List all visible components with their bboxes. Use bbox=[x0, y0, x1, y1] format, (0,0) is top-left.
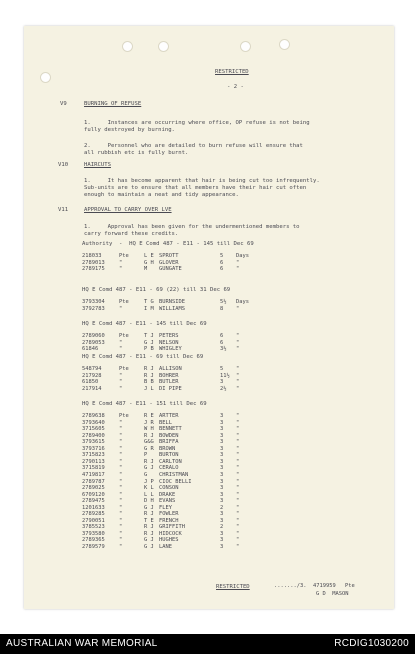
unit: Days bbox=[236, 253, 249, 259]
unit: Days bbox=[236, 299, 249, 305]
surname: DRAKE bbox=[159, 491, 176, 498]
archive-reference: RCDIG1030200 bbox=[334, 638, 409, 649]
rank: Pte bbox=[119, 333, 129, 339]
document-page bbox=[24, 26, 394, 609]
rank: " bbox=[119, 458, 123, 465]
days: 3 bbox=[220, 413, 224, 419]
surname: HUGHES bbox=[159, 537, 179, 544]
initials: B B bbox=[144, 379, 154, 386]
rank: " bbox=[119, 432, 123, 439]
rank: " bbox=[119, 471, 123, 478]
surname: BRIFFA bbox=[159, 439, 179, 446]
unit: " bbox=[236, 530, 240, 537]
rank: " bbox=[119, 372, 123, 379]
initials: R J bbox=[144, 458, 154, 465]
surname: FRENCH bbox=[159, 517, 179, 524]
service-number: 218033 bbox=[82, 253, 102, 259]
days: 3 bbox=[220, 530, 224, 537]
paragraph: 1. It has become apparent that hair is being cut too infrequently. Sub-units are to ensure that all members have their hair cut often enough to maintain a neat and tidy appearance. bbox=[84, 178, 320, 198]
rank: " bbox=[119, 452, 123, 459]
initials: L L bbox=[144, 491, 154, 498]
initials: L E bbox=[144, 253, 154, 259]
surname: CHRISTMAN bbox=[159, 471, 189, 478]
initials: R J bbox=[144, 366, 154, 372]
days: 3 bbox=[220, 478, 224, 485]
days: 6 bbox=[220, 339, 224, 346]
surname: DI PIPE bbox=[159, 385, 182, 392]
service-number: 3715819 bbox=[82, 465, 105, 472]
rank: " bbox=[119, 537, 123, 544]
section-title: HAIRCUTS bbox=[84, 162, 111, 168]
unit: " bbox=[236, 419, 240, 426]
service-number: 2789365 bbox=[82, 537, 105, 544]
initials: R J bbox=[144, 372, 154, 379]
initials: I M bbox=[144, 305, 154, 312]
service-number: 2789579 bbox=[82, 544, 105, 550]
days: 3 bbox=[220, 471, 224, 478]
unit: " bbox=[236, 504, 240, 511]
unit: " bbox=[236, 537, 240, 544]
unit: " bbox=[236, 498, 240, 505]
service-number: 2790051 bbox=[82, 517, 105, 524]
rank: " bbox=[119, 445, 123, 452]
unit: " bbox=[236, 385, 240, 392]
service-number: 2789175 bbox=[82, 266, 105, 273]
surname: NELSON bbox=[159, 339, 179, 346]
service-number: 2789400 bbox=[82, 432, 105, 439]
unit: " bbox=[236, 426, 240, 433]
surname: BOHRER bbox=[159, 372, 179, 379]
initials: T E bbox=[144, 517, 154, 524]
unit: " bbox=[236, 366, 240, 372]
rank: " bbox=[119, 426, 123, 433]
rank: " bbox=[119, 439, 123, 446]
initials: R J bbox=[144, 432, 154, 439]
initials: R E bbox=[144, 413, 154, 419]
rank: " bbox=[119, 504, 123, 511]
initials: R J bbox=[144, 530, 154, 537]
classification-header: RESTRICTED bbox=[215, 69, 249, 75]
days: 3 bbox=[220, 458, 224, 465]
surname: PETERS bbox=[159, 333, 179, 339]
unit: " bbox=[236, 485, 240, 492]
paragraph: 1. Approval has been given for the undermentioned members to carry forward these credits. bbox=[84, 224, 300, 237]
rank: " bbox=[119, 511, 123, 518]
unit: " bbox=[236, 439, 240, 446]
unit: " bbox=[236, 333, 240, 339]
service-number: 3793640 bbox=[82, 419, 105, 426]
service-number: 2789285 bbox=[82, 511, 105, 518]
initials: G J bbox=[144, 465, 154, 472]
unit: " bbox=[236, 259, 240, 266]
days: 3 bbox=[220, 498, 224, 505]
initials: T J bbox=[144, 333, 154, 339]
surname: CIOC BELLI bbox=[159, 478, 192, 485]
initials: J P bbox=[144, 478, 154, 485]
surname: GRIFFITH bbox=[159, 524, 185, 531]
surname: CARLTON bbox=[159, 458, 182, 465]
days: 3 bbox=[220, 517, 224, 524]
rank: " bbox=[119, 491, 123, 498]
surname: CERALO bbox=[159, 465, 179, 472]
section-title: BURNING OF REFUSE bbox=[84, 101, 142, 107]
rank: Pte bbox=[119, 253, 129, 259]
days: 3 bbox=[220, 432, 224, 439]
rank: " bbox=[119, 419, 123, 426]
service-number: 217928 bbox=[82, 372, 102, 379]
surname: WHIGLEY bbox=[159, 346, 182, 353]
rank: " bbox=[119, 498, 123, 505]
service-number: 6709120 bbox=[82, 491, 105, 498]
service-number: 3715823 bbox=[82, 452, 105, 459]
initials: T G bbox=[144, 299, 154, 305]
service-number: 3793615 bbox=[82, 439, 105, 446]
days: 3 bbox=[220, 379, 224, 386]
surname: CONSON bbox=[159, 485, 179, 492]
rank: " bbox=[119, 305, 123, 312]
days: 3 bbox=[220, 439, 224, 446]
days: 3 bbox=[220, 491, 224, 498]
days: 3 bbox=[220, 511, 224, 518]
days: 6 bbox=[220, 259, 224, 266]
unit: " bbox=[236, 465, 240, 472]
service-number: 3793304 bbox=[82, 299, 105, 305]
service-number: 4719817 bbox=[82, 471, 105, 478]
rank: " bbox=[119, 530, 123, 537]
unit: " bbox=[236, 266, 240, 273]
unit: " bbox=[236, 445, 240, 452]
service-number: 3793716 bbox=[82, 445, 105, 452]
service-number: 3715605 bbox=[82, 426, 105, 433]
initials: G J bbox=[144, 537, 154, 544]
rank: Pte bbox=[345, 583, 355, 589]
surname: BURNSIDE bbox=[159, 299, 185, 305]
service-number: 2790113 bbox=[82, 458, 105, 465]
initials: R J bbox=[144, 524, 154, 531]
service-number: 217914 bbox=[82, 385, 102, 392]
authority-label: HQ E Comd 487 - E11 - 151 till Dec 69 bbox=[82, 401, 207, 407]
days: 3½ bbox=[220, 346, 227, 353]
punch-hole bbox=[158, 41, 169, 52]
service-number: 2789787 bbox=[82, 478, 105, 485]
surname: EVANS bbox=[159, 498, 176, 505]
unit: " bbox=[236, 452, 240, 459]
unit: " bbox=[236, 379, 240, 386]
rank: " bbox=[119, 339, 123, 346]
initials: M bbox=[144, 266, 148, 273]
unit: " bbox=[236, 517, 240, 524]
service-number: 2789025 bbox=[82, 485, 105, 492]
punch-hole bbox=[240, 41, 251, 52]
authority-label: Authority - HQ E Comd 487 - E11 - 145 till Dec 69 bbox=[82, 241, 254, 247]
initials: G&G bbox=[144, 439, 154, 446]
days: 3 bbox=[220, 485, 224, 492]
initials: P bbox=[144, 452, 148, 459]
service-number: 548794 bbox=[82, 366, 102, 372]
days: 3 bbox=[220, 537, 224, 544]
punch-hole bbox=[279, 39, 290, 50]
rank: " bbox=[119, 524, 123, 531]
service-number: 1201633 bbox=[82, 504, 105, 511]
rank: Pte bbox=[119, 366, 129, 372]
initials: G bbox=[144, 471, 148, 478]
section-title: APPROVAL TO CARRY OVER LVE bbox=[84, 207, 172, 213]
surname: BELL bbox=[159, 419, 172, 426]
rank: " bbox=[119, 259, 123, 266]
days: 5 bbox=[220, 366, 224, 372]
unit: " bbox=[236, 544, 240, 550]
unit: " bbox=[236, 346, 240, 353]
service-number: 3793580 bbox=[82, 530, 105, 537]
unit: " bbox=[236, 305, 240, 312]
rank: Pte bbox=[119, 413, 129, 419]
surname: BROWN bbox=[159, 445, 176, 452]
initials: R J bbox=[144, 511, 154, 518]
days: 3 bbox=[220, 544, 224, 550]
paragraph: 1. Instances are occurring where office, OP refuse is not being fully destroyed by burning. bbox=[84, 120, 310, 133]
days: 5½ bbox=[220, 299, 227, 305]
service-number: 61850 bbox=[82, 379, 99, 386]
unit: " bbox=[236, 372, 240, 379]
unit: " bbox=[236, 413, 240, 419]
rank: " bbox=[119, 485, 123, 492]
service-number: 3785523 bbox=[82, 524, 105, 531]
days: 3 bbox=[220, 452, 224, 459]
section-number: V10 bbox=[58, 162, 69, 168]
rank: " bbox=[119, 346, 123, 353]
rank: " bbox=[119, 544, 123, 550]
authority-label: HQ E Comd 487 - E11 - 145 till Dec 69 bbox=[82, 321, 207, 327]
rank: " bbox=[119, 478, 123, 485]
initials: G J bbox=[144, 339, 154, 346]
unit: " bbox=[236, 471, 240, 478]
unit: " bbox=[236, 478, 240, 485]
days: 3 bbox=[220, 445, 224, 452]
unit: " bbox=[236, 511, 240, 518]
service-number: 2789053 bbox=[82, 339, 105, 346]
initials: G R bbox=[144, 445, 154, 452]
rank: Pte bbox=[119, 299, 129, 305]
section-number: V11 bbox=[58, 207, 69, 213]
surname: BENNETT bbox=[159, 426, 182, 433]
days: 8 bbox=[220, 305, 224, 312]
initials: J R bbox=[144, 419, 154, 426]
unit: " bbox=[236, 524, 240, 531]
service-number: 2789638 bbox=[82, 413, 105, 419]
section-number: V9 bbox=[60, 101, 67, 107]
paragraph: 2. Personnel who are detailed to burn refuse will ensure that all rubbish etc is fully burnt. bbox=[84, 143, 303, 156]
rank: " bbox=[119, 379, 123, 386]
archive-footer bbox=[0, 634, 415, 654]
days: 11½ bbox=[220, 372, 230, 379]
initials: D H bbox=[144, 498, 154, 505]
days: 3 bbox=[220, 465, 224, 472]
surname: BUTLER bbox=[159, 379, 179, 386]
days: 5 bbox=[220, 253, 224, 259]
surname: BOWDEN bbox=[159, 432, 179, 439]
archive-name: AUSTRALIAN WAR MEMORIAL bbox=[6, 638, 158, 649]
initials: G H bbox=[144, 259, 154, 266]
page-number: - 2 - bbox=[227, 84, 244, 90]
days: 3 bbox=[220, 419, 224, 426]
service-number: 3792783 bbox=[82, 305, 105, 312]
surname: GUNGATE bbox=[159, 266, 182, 273]
service-number: 4719959 bbox=[313, 583, 336, 589]
authority-label: HQ E Comd 487 - E11 - 69 till Dec 69 bbox=[82, 354, 204, 360]
punch-hole bbox=[40, 72, 51, 83]
classification-footer: RESTRICTED bbox=[216, 584, 250, 590]
initials: G J bbox=[144, 504, 154, 511]
surname: SPROTT bbox=[159, 253, 179, 259]
signatory: G D MASON bbox=[316, 591, 349, 597]
days: 3 bbox=[220, 426, 224, 433]
days: 6 bbox=[220, 266, 224, 273]
rank: " bbox=[119, 465, 123, 472]
initials: G J bbox=[144, 544, 154, 550]
days: 6 bbox=[220, 333, 224, 339]
initials: J L bbox=[144, 385, 154, 392]
unit: " bbox=[236, 458, 240, 465]
surname: BURTON bbox=[159, 452, 179, 459]
rank: " bbox=[119, 266, 123, 273]
days: 2 bbox=[220, 504, 224, 511]
surname: FLEY bbox=[159, 504, 172, 511]
initials: K L bbox=[144, 485, 154, 492]
surname: ALLISON bbox=[159, 366, 182, 372]
unit: " bbox=[236, 432, 240, 439]
surname: FOWLER bbox=[159, 511, 179, 518]
service-number: 2789060 bbox=[82, 333, 105, 339]
rank: " bbox=[119, 517, 123, 524]
unit: " bbox=[236, 491, 240, 498]
surname: WILLIAMS bbox=[159, 305, 185, 312]
service-number: 61846 bbox=[82, 346, 99, 353]
service-number: 2789475 bbox=[82, 498, 105, 505]
surname: GLOVER bbox=[159, 259, 179, 266]
surname: ARTTER bbox=[159, 413, 179, 419]
rank: " bbox=[119, 385, 123, 392]
initials: W H bbox=[144, 426, 154, 433]
days: 2½ bbox=[220, 385, 227, 392]
authority-label: HQ E Comd 487 - E11 - 69 (22) till 31 Dec 69 bbox=[82, 287, 231, 293]
initials: P B bbox=[144, 346, 154, 353]
unit: " bbox=[236, 339, 240, 346]
surname: HIDCOCK bbox=[159, 530, 182, 537]
service-number: 2789013 bbox=[82, 259, 105, 266]
continuation-marker: ......./3. bbox=[274, 583, 307, 589]
punch-hole bbox=[122, 41, 133, 52]
surname: LANE bbox=[159, 544, 172, 550]
days: 2 bbox=[220, 524, 224, 531]
